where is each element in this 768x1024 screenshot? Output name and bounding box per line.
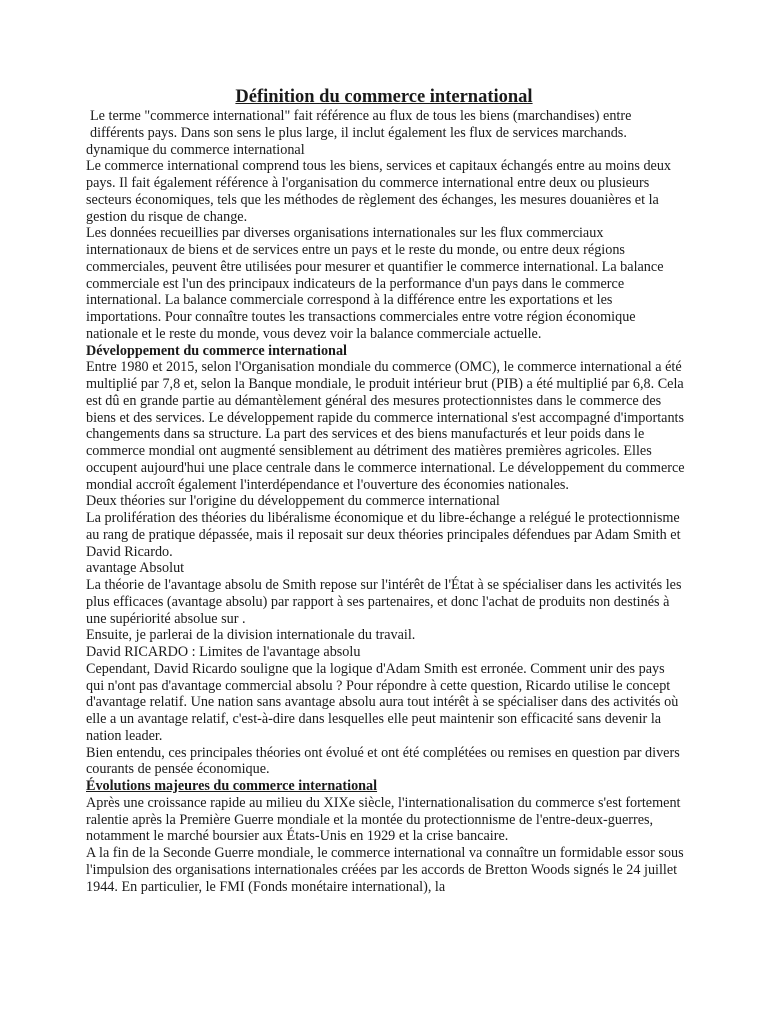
paragraph-bien-entendu: Bien entendu, ces principales théories ont évolué et ont été complétées ou remises en question par divers courants de pensée économique.: [86, 744, 680, 778]
paragraph-smith: La théorie de l'avantage absolu de Smith repose sur l'intérêt de l'État à se spécialiser dans les activités les plus efficaces (avantage absolu) par rapport à ses partenaires, et donc l'achat de produits non destinés à une supériorité absolue sur .: [86, 577, 682, 627]
paragraph-croissance: Après une croissance rapide au milieu du XIXe siècle, l'internationalisation du commerce s'est fortement ralentie après la Première Guerre mondiale et la montée du protectionnisme de l'entre-deux-guerres, notamment le marché boursier aux États-Unis en 1929 et la crise bancaire.: [86, 794, 681, 845]
paragraph-donnees: Les données recueillies par diverses organisations internationales sur les flux commerciaux internationaux de biens et de services entre un pays et le reste du monde, ou entre deux régions commerciales, peuvent être utilisées pour mesurer et quantifier le commerce international. La balance commerciale est l'un des principaux indicateurs de la performance d'un pays dans le commerce international. La balance commerciale correspond à la différence entre les exportations et les importations. Pour connaître toutes les transactions commerciales entre votre région économique nationale et le reste du monde, vous devez voir la balance commerciale actuelle.: [86, 225, 664, 342]
paragraph-subheading-dynamique: dynamique du commerce international: [86, 141, 305, 158]
paragraph-ricardo-title: David RICARDO : Limites de l'avantage absolu: [86, 644, 361, 660]
paragraph-intro: Le terme "commerce international" fait référence au flux de tous les biens (marchandises) entre différents pays. Dans son sens le plus large, il inclut également les flux de services marchands.: [90, 108, 632, 141]
paragraph-developpement: Entre 1980 et 2015, selon l'Organisation mondiale du commerce (OMC), le commerce international a été multiplié par 7,8 et, selon la Banque mondiale, le produit intérieur brut (PIB) a été multiplié par 6,8. Cela est dû en grande partie au démantèlement général des mesures protectionnistes dans le commerce des biens et des services. Le développement rapide du commerce international s'est accompagné d'importants changements dans sa structure. La part des services et des biens manufacturés et leur poids dans le commerce mondial ont augmenté sensiblement au détriment des matières premières agricoles. Elles occupent aujourd'hui une place centrale dans le commerce international. Le développement du commerce mondial accroît également l'interdépendance et l'ouverture des économies nationales.: [86, 359, 685, 493]
paragraph-avantage-absolut: avantage Absolut: [86, 560, 185, 577]
paragraph-proliferation: La prolifération des théories du libéralisme économique et du libre-échange a relégué le protectionnisme au rang de pratique dépassée, mais il reposait sur deux théories principales défendues par Adam Smith et David Ricardo.: [86, 510, 681, 560]
paragraph-ensuite: Ensuite, je parlerai de la division internationale du travail.: [86, 627, 416, 644]
heading-developpement: Développement du commerce international: [86, 342, 347, 359]
document-title: Définition du commerce international: [235, 87, 533, 107]
paragraph-definition: Le commerce international comprend tous les biens, services et capitaux échangés entre au moins deux pays. Il fait également référence à l'organisation du commerce international entre deux ou plusieurs secteurs économiques, tels que les méthodes de règlement des échanges, les mesures douanières et la gestion du risque de change.: [86, 158, 672, 225]
paragraph-seconde-guerre: A la fin de la Seconde Guerre mondiale, le commerce international va connaître un formidable essor sous l'impulsion des organisations internationales créées par les accords de Bretton Woods signés le 24 juillet 1944. En particulier, le FMI (Fonds monétaire international), la: [86, 845, 684, 895]
document-body: [86, 108, 686, 895]
heading-evolutions: Évolutions majeures du commerce international: [86, 778, 378, 794]
paragraph-ricardo: Cependant, David Ricardo souligne que la logique d'Adam Smith est erronée. Comment unir des pays qui n'ont pas d'avantage commercial absolu ? Pour répondre à cette question, Ricardo utilise le concept d'avantage relatif. Une nation sans avantage absolu aura tout intérêt à se spécialiser dans des activités où elle a un avantage relatif, c'est-à-dire dans lesquelles elle peut maintenir son efficacité sans devenir la nation leader.: [86, 660, 679, 744]
paragraph-deux-theories: Deux théories sur l'origine du développement du commerce international: [86, 493, 500, 510]
